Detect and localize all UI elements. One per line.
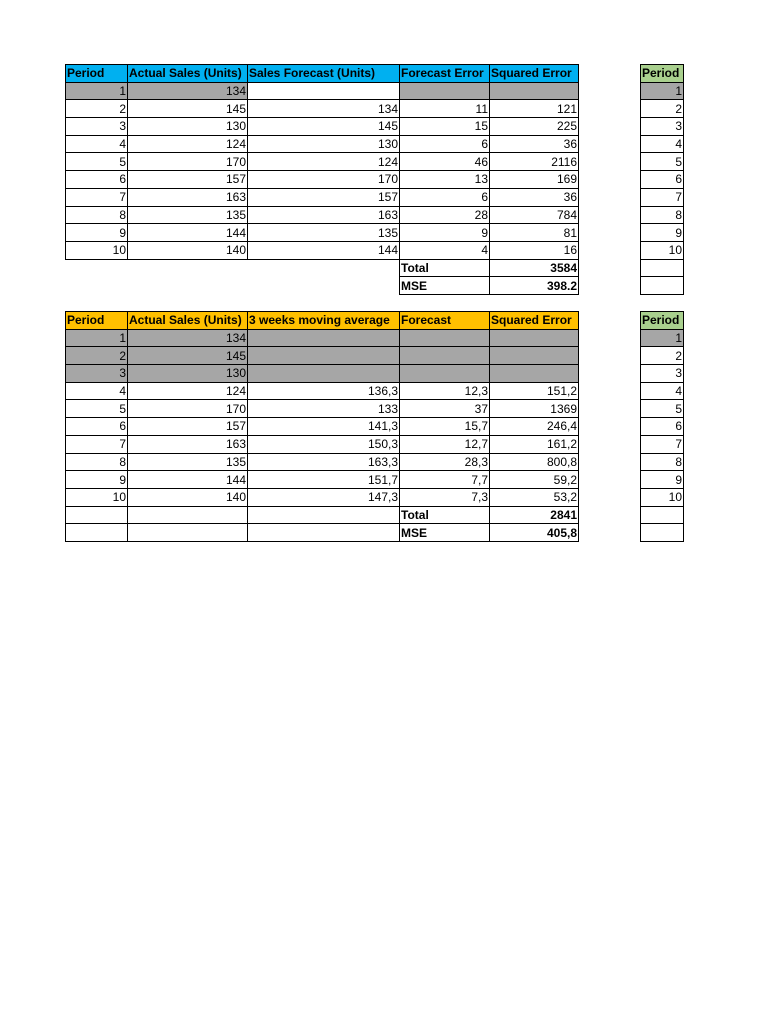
cell[interactable]: 2 — [66, 347, 128, 365]
cell[interactable]: 10 — [66, 488, 128, 506]
table-row — [66, 471, 579, 489]
cell[interactable]: 1369 — [490, 400, 579, 418]
cell[interactable]: 36 — [490, 135, 579, 153]
cell[interactable]: 9 — [400, 224, 490, 242]
cell[interactable]: 134 — [128, 329, 248, 347]
table-row — [66, 171, 579, 189]
cell[interactable] — [641, 506, 684, 524]
blank-cell — [66, 277, 128, 295]
cell[interactable]: 15,7 — [400, 418, 490, 436]
sales-forecast-table — [65, 64, 579, 295]
cell[interactable]: 7 — [66, 435, 128, 453]
cell[interactable]: 133 — [248, 400, 400, 418]
table-row — [66, 488, 579, 506]
cell[interactable] — [400, 365, 490, 383]
mse-value[interactable]: 405,8 — [490, 524, 579, 542]
cell[interactable]: 12,3 — [400, 382, 490, 400]
cell[interactable]: 3 — [66, 118, 128, 136]
header-cell[interactable]: Forecast — [400, 312, 490, 330]
cell[interactable] — [641, 259, 684, 277]
table-row — [66, 435, 579, 453]
cell[interactable]: 141,3 — [248, 418, 400, 436]
cell[interactable]: 6 — [66, 418, 128, 436]
total-label[interactable]: Total — [400, 259, 490, 277]
blank-cell — [128, 277, 248, 295]
cell[interactable]: 9 — [641, 224, 684, 242]
mse-value[interactable]: 398.2 — [490, 277, 579, 295]
cell[interactable]: 6 — [641, 418, 684, 436]
cell[interactable]: 2 — [66, 100, 128, 118]
total-row — [66, 506, 579, 524]
cell[interactable]: 2 — [641, 347, 684, 365]
header-cell[interactable]: Period — [66, 312, 128, 330]
cell[interactable]: 170 — [128, 400, 248, 418]
table-row — [66, 188, 579, 206]
mse-label[interactable]: MSE — [400, 277, 490, 295]
cell[interactable]: 6 — [66, 171, 128, 189]
cell[interactable]: 12,7 — [400, 435, 490, 453]
table-row — [66, 453, 579, 471]
cell[interactable]: 150,3 — [248, 435, 400, 453]
cell[interactable]: 246,4 — [490, 418, 579, 436]
cell[interactable]: 9 — [66, 471, 128, 489]
cell[interactable]: 136,3 — [248, 382, 400, 400]
cell[interactable] — [490, 82, 579, 100]
cell[interactable]: 144 — [128, 224, 248, 242]
header-cell[interactable]: Actual Sales (Units) — [128, 312, 248, 330]
header-cell[interactable]: Sales Forecast (Units) — [248, 65, 400, 83]
moving-average-table — [65, 311, 579, 542]
cell[interactable]: 8 — [66, 206, 128, 224]
blank-cell[interactable] — [128, 524, 248, 542]
cell[interactable]: 144 — [248, 241, 400, 259]
cell[interactable]: 1 — [641, 329, 684, 347]
table-row — [66, 241, 579, 259]
cell[interactable]: 9 — [641, 471, 684, 489]
period-side-table — [640, 311, 684, 542]
cell[interactable]: 5 — [641, 400, 684, 418]
cell[interactable]: 121 — [490, 100, 579, 118]
blank-cell — [66, 259, 128, 277]
table-row — [66, 100, 579, 118]
total-row — [66, 259, 579, 277]
cell[interactable]: 5 — [66, 153, 128, 171]
table-header-row — [66, 65, 579, 83]
blank-cell[interactable] — [66, 524, 128, 542]
cell[interactable]: 10 — [66, 241, 128, 259]
cell[interactable]: 163 — [128, 188, 248, 206]
cell[interactable]: 124 — [128, 135, 248, 153]
table-row — [66, 400, 579, 418]
table-row — [66, 347, 579, 365]
cell[interactable]: 7 — [66, 188, 128, 206]
table-header-row — [66, 312, 579, 330]
cell[interactable] — [400, 347, 490, 365]
cell[interactable]: 134 — [128, 82, 248, 100]
table-row — [66, 118, 579, 136]
table-row — [66, 329, 579, 347]
cell[interactable]: 140 — [128, 241, 248, 259]
cell[interactable] — [400, 329, 490, 347]
cell[interactable]: 1 — [66, 329, 128, 347]
cell[interactable]: 7 — [641, 188, 684, 206]
cell[interactable]: 28,3 — [400, 453, 490, 471]
cell[interactable]: 135 — [128, 206, 248, 224]
blank-cell[interactable] — [248, 506, 400, 524]
cell[interactable]: 8 — [641, 206, 684, 224]
mse-row — [66, 277, 579, 295]
cell[interactable] — [490, 329, 579, 347]
table-row — [66, 135, 579, 153]
cell[interactable] — [248, 347, 400, 365]
cell[interactable]: 10 — [641, 488, 684, 506]
table-row — [66, 382, 579, 400]
header-cell[interactable]: Squared Error — [490, 312, 579, 330]
cell[interactable]: 130 — [128, 365, 248, 383]
header-cell[interactable]: Period — [641, 65, 684, 83]
cell[interactable]: 157 — [128, 418, 248, 436]
cell[interactable]: 4 — [66, 135, 128, 153]
cell[interactable]: 59,2 — [490, 471, 579, 489]
cell[interactable]: 157 — [128, 171, 248, 189]
cell[interactable]: 7,3 — [400, 488, 490, 506]
blank-cell — [248, 259, 400, 277]
cell[interactable]: 144 — [128, 471, 248, 489]
cell[interactable]: 151,7 — [248, 471, 400, 489]
header-cell[interactable]: Actual Sales (Units) — [128, 65, 248, 83]
cell[interactable]: 135 — [128, 453, 248, 471]
table-row — [66, 82, 579, 100]
cell[interactable]: 5 — [641, 153, 684, 171]
cell[interactable]: 145 — [128, 347, 248, 365]
cell[interactable]: 6 — [641, 171, 684, 189]
cell[interactable]: 7 — [641, 435, 684, 453]
cell[interactable] — [490, 365, 579, 383]
cell[interactable]: 145 — [128, 100, 248, 118]
header-cell[interactable]: Period — [641, 312, 684, 330]
blank-cell[interactable] — [66, 506, 128, 524]
cell[interactable]: 6 — [400, 188, 490, 206]
cell[interactable] — [490, 347, 579, 365]
cell[interactable] — [248, 329, 400, 347]
cell[interactable]: 130 — [248, 135, 400, 153]
cell[interactable]: 135 — [248, 224, 400, 242]
period-side-table — [640, 64, 684, 295]
cell[interactable]: 3 — [66, 365, 128, 383]
cell[interactable]: 46 — [400, 153, 490, 171]
cell[interactable]: 170 — [128, 153, 248, 171]
cell[interactable]: 134 — [248, 100, 400, 118]
cell[interactable]: 169 — [490, 171, 579, 189]
cell[interactable]: 140 — [128, 488, 248, 506]
cell[interactable]: 10 — [641, 241, 684, 259]
blank-cell[interactable] — [128, 506, 248, 524]
cell[interactable]: 124 — [128, 382, 248, 400]
cell[interactable]: 784 — [490, 206, 579, 224]
cell[interactable]: 2116 — [490, 153, 579, 171]
total-label[interactable]: Total — [400, 506, 490, 524]
cell[interactable] — [641, 277, 684, 295]
cell[interactable]: 81 — [490, 224, 579, 242]
cell[interactable]: 157 — [248, 188, 400, 206]
mse-row — [66, 524, 579, 542]
total-value[interactable]: 2841 — [490, 506, 579, 524]
cell[interactable] — [248, 365, 400, 383]
cell[interactable]: 4 — [66, 382, 128, 400]
cell[interactable]: 225 — [490, 118, 579, 136]
cell[interactable]: 11 — [400, 100, 490, 118]
header-cell[interactable]: Squared Error — [490, 65, 579, 83]
cell[interactable]: 161,2 — [490, 435, 579, 453]
cell[interactable]: 130 — [128, 118, 248, 136]
cell[interactable]: 4 — [641, 382, 684, 400]
cell[interactable]: 1 — [641, 82, 684, 100]
cell[interactable]: 163 — [248, 206, 400, 224]
cell[interactable]: 800,8 — [490, 453, 579, 471]
header-cell[interactable]: Forecast Error — [400, 65, 490, 83]
cell[interactable]: 151,2 — [490, 382, 579, 400]
total-value[interactable]: 3584 — [490, 259, 579, 277]
cell[interactable]: 124 — [248, 153, 400, 171]
cell[interactable] — [400, 82, 490, 100]
cell[interactable]: 16 — [490, 241, 579, 259]
cell[interactable]: 3 — [641, 118, 684, 136]
header-cell[interactable]: 3 weeks moving average — [248, 312, 400, 330]
table-row — [66, 224, 579, 242]
cell[interactable]: 5 — [66, 400, 128, 418]
cell[interactable]: 13 — [400, 171, 490, 189]
cell[interactable]: 9 — [66, 224, 128, 242]
cell[interactable]: 145 — [248, 118, 400, 136]
cell[interactable] — [248, 82, 400, 100]
cell[interactable]: 163,3 — [248, 453, 400, 471]
cell[interactable]: 163 — [128, 435, 248, 453]
blank-cell — [248, 277, 400, 295]
table-row — [66, 365, 579, 383]
cell[interactable]: 36 — [490, 188, 579, 206]
cell[interactable] — [641, 524, 684, 542]
blank-cell[interactable] — [248, 524, 400, 542]
table-row — [66, 418, 579, 436]
cell[interactable]: 2 — [641, 100, 684, 118]
cell[interactable]: 1 — [66, 82, 128, 100]
cell[interactable]: 15 — [400, 118, 490, 136]
cell[interactable]: 4 — [400, 241, 490, 259]
cell[interactable]: 53,2 — [490, 488, 579, 506]
table-row — [66, 153, 579, 171]
cell[interactable]: 3 — [641, 365, 684, 383]
cell[interactable]: 6 — [400, 135, 490, 153]
blank-cell — [128, 259, 248, 277]
cell[interactable]: 147,3 — [248, 488, 400, 506]
header-cell[interactable]: Period — [66, 65, 128, 83]
table-row — [66, 206, 579, 224]
cell[interactable]: 28 — [400, 206, 490, 224]
cell[interactable]: 7,7 — [400, 471, 490, 489]
cell[interactable]: 170 — [248, 171, 400, 189]
mse-label[interactable]: MSE — [400, 524, 490, 542]
cell[interactable]: 37 — [400, 400, 490, 418]
cell[interactable]: 8 — [66, 453, 128, 471]
cell[interactable]: 4 — [641, 135, 684, 153]
cell[interactable]: 8 — [641, 453, 684, 471]
